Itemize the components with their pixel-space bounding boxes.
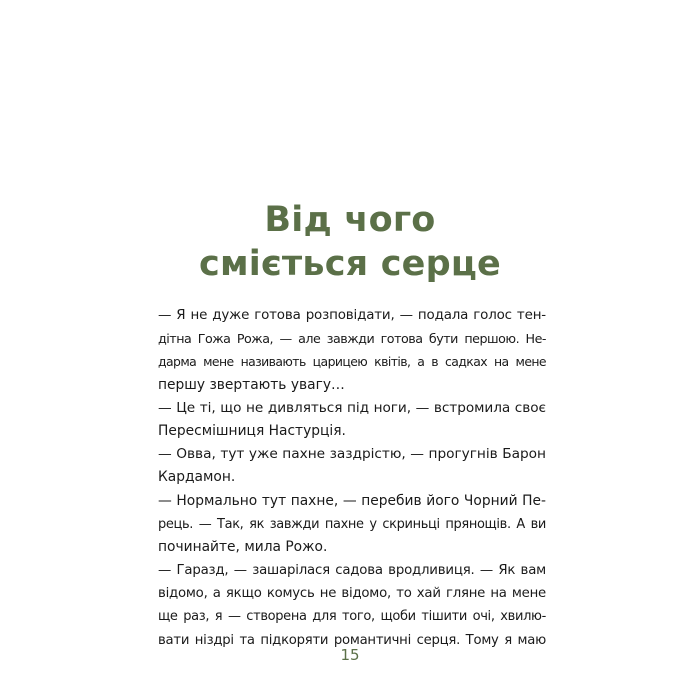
chapter-title bbox=[0, 198, 700, 286]
text-line: — Овва, тут уже пахне заздрістю, — прогугнів Барон bbox=[158, 446, 546, 463]
text-line: — Я не дуже готова розповідати, — подала голос тен- bbox=[158, 308, 546, 323]
body-text bbox=[158, 304, 546, 652]
page-number: 15 bbox=[340, 646, 360, 664]
text-line: — Нормально тут пахне, — перебив його Чорний Пе- bbox=[158, 492, 546, 509]
text-line: Кардамон. bbox=[158, 469, 236, 486]
text-line: ще раз, я — створена для того, щоби тішити очі, хвилю- bbox=[158, 609, 546, 625]
chapter-title-line-2: сміється серце bbox=[199, 244, 501, 284]
text-line: дітна Гожа Рожа, — але завжди готова бути першою. Не- bbox=[158, 331, 546, 347]
text-line: починайте, мила Рожо. bbox=[158, 538, 328, 555]
text-line: — Гаразд, — зашарілася садова вродливиця. — Як вам bbox=[158, 563, 546, 579]
text-line: першу звертають увагу… bbox=[158, 376, 345, 393]
text-line: Пересмішниця Настурція. bbox=[158, 422, 346, 439]
text-line: — Це ті, що не дивляться під ноги, — встромила своє bbox=[158, 399, 546, 416]
text-line: рець. — Так, як завжди пахне у скриньці прянощів. А ви bbox=[158, 516, 546, 532]
text-line: відомо, а якщо комусь не відомо, то хай гляне на мене bbox=[158, 586, 546, 602]
text-line: дарма мене називають царицею квітів, а в садках на мене bbox=[158, 354, 546, 370]
chapter-title-line-1: Від чого bbox=[264, 200, 436, 240]
text-line: вати ніздрі та підкоряти романтичні серця. Тому я маю bbox=[158, 632, 546, 648]
